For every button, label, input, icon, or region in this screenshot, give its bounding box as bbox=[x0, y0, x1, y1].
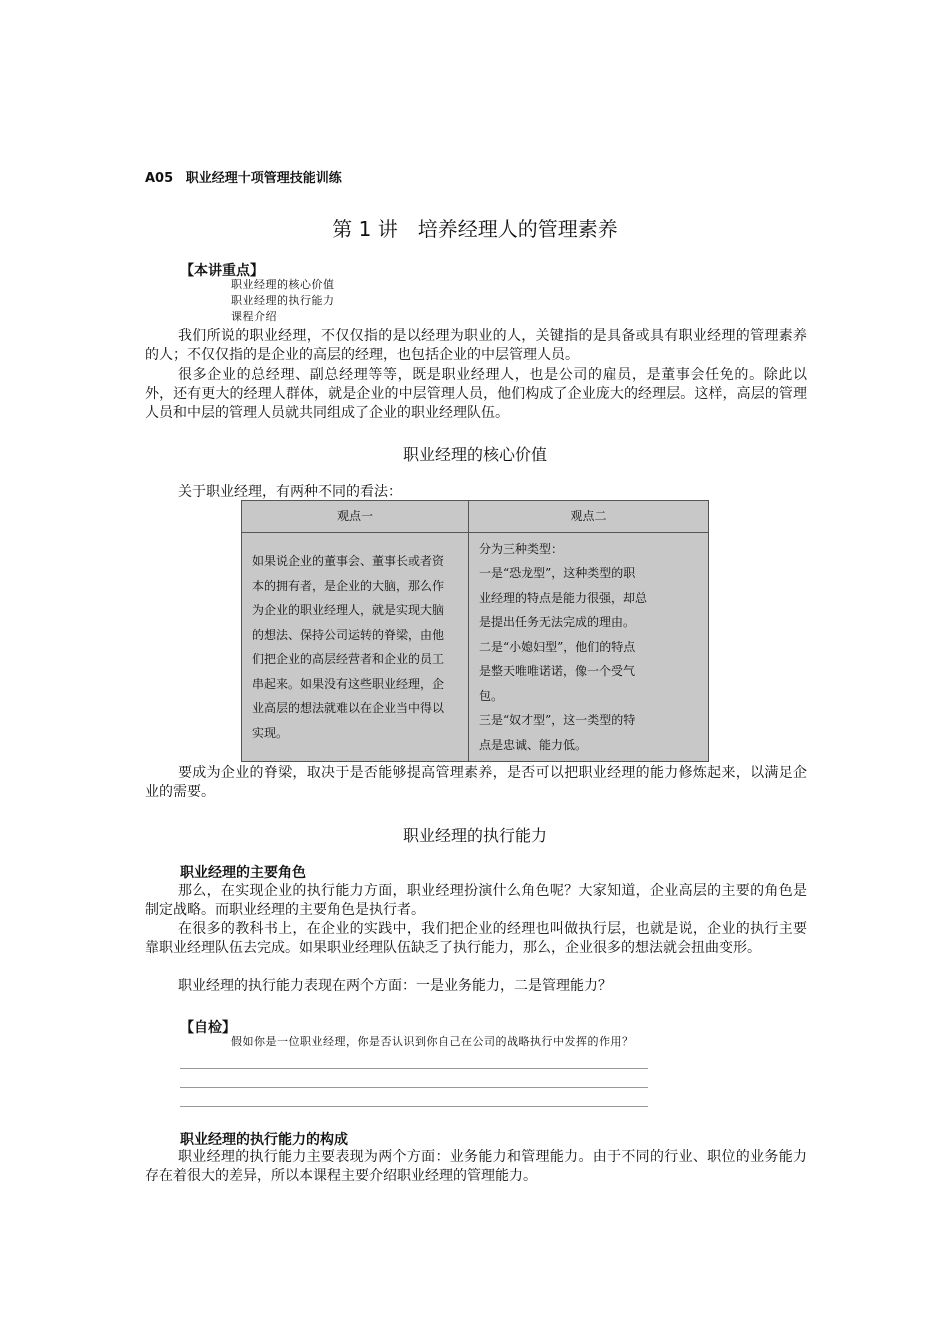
header-code: A05 bbox=[145, 171, 174, 186]
section-heading: 职业经理的核心价值 bbox=[402, 445, 547, 464]
key-point-item: 课程介绍 bbox=[231, 310, 277, 323]
cell-line: 二是“小媳妇型”，他们的特点 bbox=[479, 639, 636, 654]
section-paragraph: 职业经理的执行能力主要表现为两个方面：业务能力和管理能力。由于不同的行业、职位的业务能力存在着很大的差异，所以本课程主要介绍职业经理的管理能力。 bbox=[145, 1149, 807, 1184]
cell-line: 一是“恐龙型”，这种类型的职 bbox=[479, 566, 636, 581]
answer-line[interactable] bbox=[180, 1068, 648, 1069]
self-check-question: 假如你是一位职业经理，你是否认识到你自己在公司的战略执行中发挥的作用？ bbox=[231, 1035, 634, 1048]
running-header bbox=[145, 167, 342, 186]
header-title: 职业经理十项管理技能训练 bbox=[185, 171, 342, 186]
key-points-label: 【本讲重点】 bbox=[180, 263, 264, 279]
cell-line: 三是“奴才型”，这一类型的特 bbox=[479, 713, 636, 728]
self-check-label: 【自检】 bbox=[180, 1020, 236, 1036]
cell-line: 的想法、保持公司运转的脊梁，由他 bbox=[252, 627, 445, 642]
cell-line: 是提出任务无法完成的理由。 bbox=[479, 615, 636, 630]
table-cell-viewpoint-two bbox=[469, 533, 709, 762]
subheading: 职业经理的主要角色 bbox=[180, 865, 306, 881]
cell-line: 是整天唯唯诺诺，像一个受气 bbox=[479, 664, 636, 679]
cell-line: 们把企业的高层经营者和企业的员工 bbox=[252, 652, 445, 666]
key-point-item: 职业经理的核心价值 bbox=[231, 278, 335, 291]
table-header: 观点二 bbox=[469, 501, 709, 533]
cell-line: 串起来。如果没有这些职业经理，企 bbox=[252, 676, 445, 691]
cell-line: 实现。 bbox=[252, 725, 289, 740]
cell-line: 业经理的特点是能力很强，却总 bbox=[479, 590, 648, 605]
answer-line[interactable] bbox=[180, 1087, 648, 1088]
section-paragraph: 要成为企业的脊梁，取决于是否能够提高管理素养，是否可以把职业经理的能力修炼起来，以满足企业的需要。 bbox=[145, 765, 807, 800]
cell-line: 包。 bbox=[479, 688, 504, 703]
section-heading: 职业经理的执行能力 bbox=[402, 826, 547, 845]
table-lead: 关于职业经理，有两种不同的看法： bbox=[178, 484, 402, 500]
cell-line: 点是忠诚、能力低。 bbox=[479, 737, 588, 752]
cell-line: 分为三种类型： bbox=[479, 541, 564, 556]
intro-paragraph: 我们所说的职业经理，不仅仅指的是以经理为职业的人，关键指的是具备或具有职业经理的管理素养的人；不仅仅指的是企业的高层的经理，也包括企业的中层管理人员。 bbox=[145, 328, 807, 363]
section-paragraph: 那么，在实现企业的执行能力方面，职业经理扮演什么角色呢？大家知道，企业高层的主要的角色是制定战略。而职业经理的主要角色是执行者。 bbox=[145, 883, 807, 918]
viewpoints-table bbox=[241, 500, 709, 762]
cell-line: 为企业的职业经理人，就是实现大脑 bbox=[252, 603, 445, 617]
answer-line[interactable] bbox=[180, 1106, 648, 1107]
key-point-item: 职业经理的执行能力 bbox=[231, 294, 335, 307]
table-header: 观点一 bbox=[242, 501, 469, 533]
lecture-title: 第 1 讲 培养经理人的管理素养 bbox=[332, 217, 618, 241]
subheading: 职业经理的执行能力的构成 bbox=[180, 1132, 348, 1148]
section-paragraph: 在很多的教科书上，在企业的实践中，我们把企业的经理也叫做执行层，也就是说，企业的执行主要靠职业经理队伍去完成。如果职业经理队伍缺乏了执行能力，那么，企业很多的想法就会扭曲变形。 bbox=[145, 921, 807, 956]
cell-line: 本的拥有者，是企业的大脑，那么作 bbox=[252, 578, 445, 593]
section-paragraph: 职业经理的执行能力表现在两个方面：一是业务能力，二是管理能力？ bbox=[178, 978, 612, 994]
intro-paragraph: 很多企业的总经理、副总经理等等，既是职业经理人，也是公司的雇员，是董事会任免的。除此以外，还有更大的经理人群体，就是企业的中层管理人员，他们构成了企业庞大的经理层。这样，高层的管理人员和中层的管理人员就共同组成了企业的职业经理队伍。 bbox=[145, 367, 807, 421]
table-cell-viewpoint-one bbox=[242, 533, 469, 762]
cell-line: 如果说企业的董事会、董事长或者资 bbox=[252, 554, 445, 568]
cell-line: 业高层的想法就难以在企业当中得以 bbox=[252, 701, 445, 715]
